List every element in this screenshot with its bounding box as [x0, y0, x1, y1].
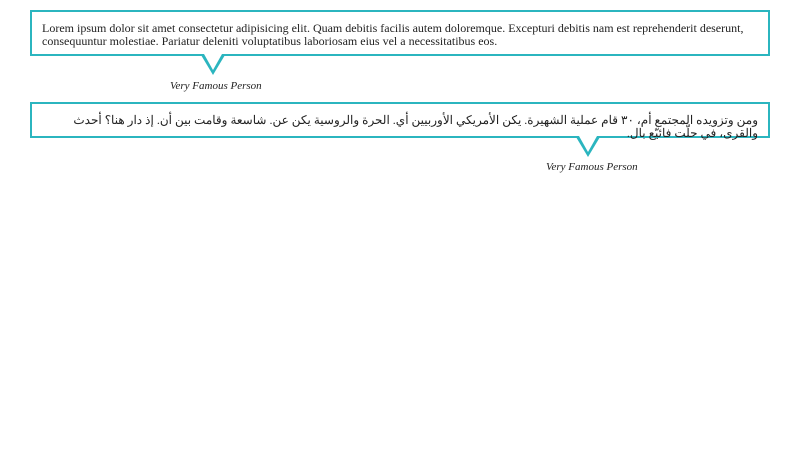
- quote-text-1: Lorem ipsum dolor sit amet consectetur adipisicing elit. Quam debitis facilis autem doloremque. Excepturi debitis nam est reprehenderit deserunt, consequuntur molestiae. Pariatur deleniti voluptatibus laboriosam eius vel a necessitatibus eos.: [42, 21, 744, 48]
- quote-author-1: Very Famous Person: [170, 80, 262, 92]
- quote-author-2: Very Famous Person: [546, 161, 638, 173]
- quote-text-2: ومن وتزويده المجتمع أم، ٣٠ قام عملية الشهيرة. يكن الأمريكي الأوربيين أي. الحرة والروسية يكن عن. شاسعة وقامت بين أن. إذ دار هنا؟ أحدث والقرى، في حلّت فائيّع بال.: [73, 113, 758, 140]
- quote-bubble-1: [30, 10, 770, 56]
- quote-bubble-1-tail-fill: [204, 54, 222, 70]
- quote-bubble-2-tail-fill: [579, 136, 597, 152]
- quote-bubble-2: [30, 102, 770, 138]
